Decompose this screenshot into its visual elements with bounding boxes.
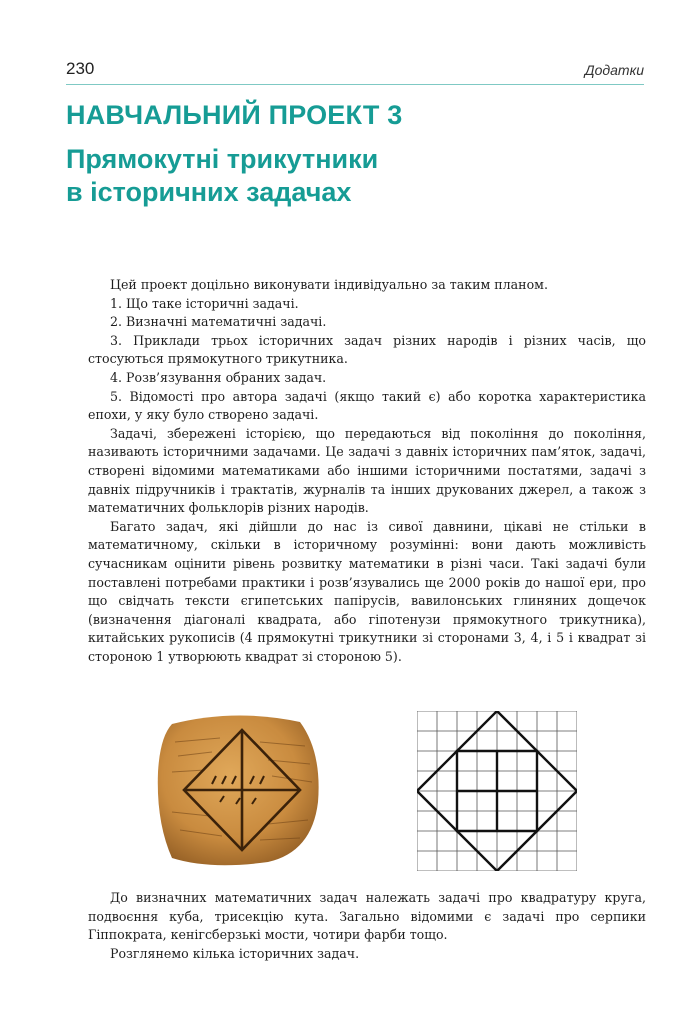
- paragraph: До визначних математичних задач належать задачі про квадратуру круга, подвоєння куба, трисекцію кута. Загально відомими є задачі про серпики Гіппократа, кенігсберзькі мости, чотири фарби тощо.: [88, 890, 646, 943]
- project-subtitle: [66, 143, 378, 209]
- section-label: Додатки: [584, 62, 644, 78]
- square-proof-grid: [417, 711, 577, 871]
- closing-text: [88, 889, 646, 963]
- subtitle-line: в історичних задачах: [66, 177, 352, 207]
- page-header: [66, 58, 644, 85]
- babylonian-tablet-image: [150, 712, 325, 867]
- plan-item: 4. Розв’язування обраних задач.: [110, 369, 327, 385]
- intro-paragraph: Цей проект доцільно виконувати індивідуально за таким планом.: [110, 277, 548, 292]
- paragraph: Задачі, збережені історією, що передаються від покоління до покоління, називають історичними задачами. Це задачі з давніх історичних пам’яток, задачі, створені відомими математиками або іншими історичними постатями, задачі з давніх підручників і трактатів, журналів та інших друкованих джерел, а також з математичних фольклорів різних народів.: [88, 425, 646, 516]
- main-text: [88, 276, 646, 666]
- plan-item: 3. Приклади трьох історичних задач різних народів і різних часів, що стосуються прямокутного трикутника.: [88, 332, 646, 367]
- plan-item: 5. Відомості про автора задачі (якщо такий є) або коротка характеристика епохи, у яку було створено задачі.: [88, 388, 646, 423]
- plan-item: 2. Визначні математичні задачі.: [110, 314, 327, 330]
- paragraph: Багато задач, які дійшли до нас із сивої давнини, цікаві не стільки в математичному, скільки в історичному розумінні: вони дають можливість сучасникам оцінити рівень розвитку математики в різні часи. Такі задачі були поставлені потребами практики і розв’язувались ще 2000 років до нашої ери, про що свідчать тексти єгипетських папірусів, вавилонських глиняних дощечок (визначення діагоналі квадрата, або гіпотенузи прямокутного трикутника), китайських рукописів (4 прямокутні трикутники зі сторонами 3, 4, і 5 і квадрат зі стороною 1 утворюють квадрат зі стороною 5).: [88, 518, 646, 664]
- page-number: 230: [66, 59, 95, 78]
- plan-item: 1. Що таке історичні задачі.: [110, 295, 299, 311]
- project-title: НАВЧАЛЬНИЙ ПРОЕКТ 3: [66, 100, 403, 130]
- subtitle-line: Прямокутні трикутники: [66, 144, 379, 174]
- paragraph: Розглянемо кілька історичних задач.: [110, 945, 360, 961]
